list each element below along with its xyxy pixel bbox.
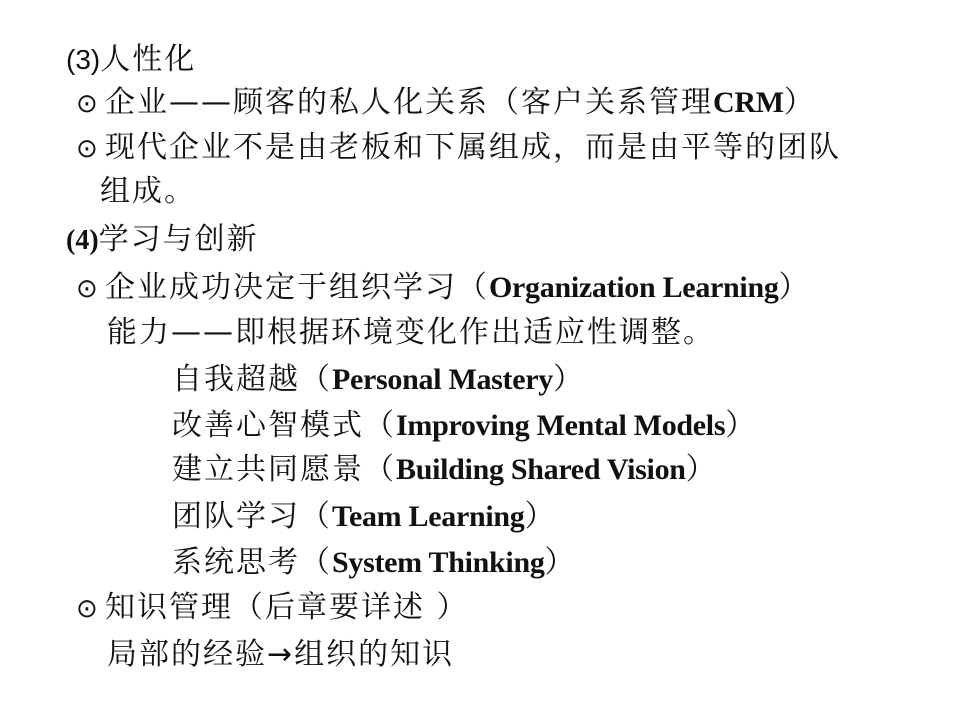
circled-dot-bullet-icon: ⊙ xyxy=(76,594,98,624)
team-line-1: 现代企业不是由老板和下属组成，而是由平等的团队 xyxy=(105,130,841,165)
discipline-en: Team Learning xyxy=(332,500,525,533)
discipline-zh: 改善心智模式（ xyxy=(172,408,396,443)
discipline-close: ） xyxy=(685,452,718,487)
discipline-item xyxy=(172,406,757,446)
bullet-knowledge xyxy=(76,588,469,628)
circled-dot-bullet-icon: ⊙ xyxy=(76,274,98,304)
section-3-title: 人性化 xyxy=(100,42,197,77)
org-learning-term: Organization Learning xyxy=(489,271,779,304)
discipline-en: Personal Mastery xyxy=(332,363,553,396)
org-learning-close: ） xyxy=(778,270,811,305)
discipline-zh: 自我超越（ xyxy=(172,362,332,397)
section-3-number: (3) xyxy=(66,44,101,75)
bullet-team xyxy=(76,128,841,168)
knowledge-line-1: 知识管理（后章要详述 ） xyxy=(105,590,469,625)
circled-dot-bullet-icon: ⊙ xyxy=(76,89,98,119)
discipline-item xyxy=(172,360,585,400)
discipline-en: Building Shared Vision xyxy=(396,453,686,486)
discipline-item xyxy=(172,450,718,490)
org-learning-line-2: 能力——即根据环境变化作出适应性调整。 xyxy=(107,315,715,350)
team-continuation xyxy=(100,172,196,212)
knowledge-continuation xyxy=(107,635,454,675)
discipline-zh: 建立共同愿景（ xyxy=(172,452,396,487)
bullet-customer-relation xyxy=(76,83,816,123)
discipline-item xyxy=(172,497,557,537)
customer-relation-term: CRM xyxy=(713,86,784,119)
org-learning-continuation xyxy=(107,313,715,353)
discipline-close: ） xyxy=(552,362,585,397)
discipline-close: ） xyxy=(544,545,577,580)
customer-relation-text: 企业——顾客的私人化关系（客户关系管理 xyxy=(105,85,713,120)
section-4-heading xyxy=(66,220,259,260)
discipline-close: ） xyxy=(725,408,758,443)
discipline-zh: 系统思考（ xyxy=(172,545,332,580)
customer-relation-close: ） xyxy=(783,85,816,120)
org-learning-text: 企业成功决定于组织学习（ xyxy=(105,270,489,305)
section-4-title: 学习与创新 xyxy=(98,222,259,257)
section-3-heading xyxy=(66,40,196,80)
team-line-2: 组成。 xyxy=(100,174,196,209)
knowledge-line-2: 局部的经验→组织的知识 xyxy=(107,637,455,672)
section-4-number: (4) xyxy=(66,225,99,256)
discipline-close: ） xyxy=(524,499,557,534)
discipline-en: Improving Mental Models xyxy=(396,409,726,442)
circled-dot-bullet-icon: ⊙ xyxy=(76,134,98,164)
discipline-en: System Thinking xyxy=(332,546,545,579)
bullet-org-learning xyxy=(76,268,811,308)
discipline-zh: 团队学习（ xyxy=(172,499,332,534)
discipline-item xyxy=(172,543,577,583)
